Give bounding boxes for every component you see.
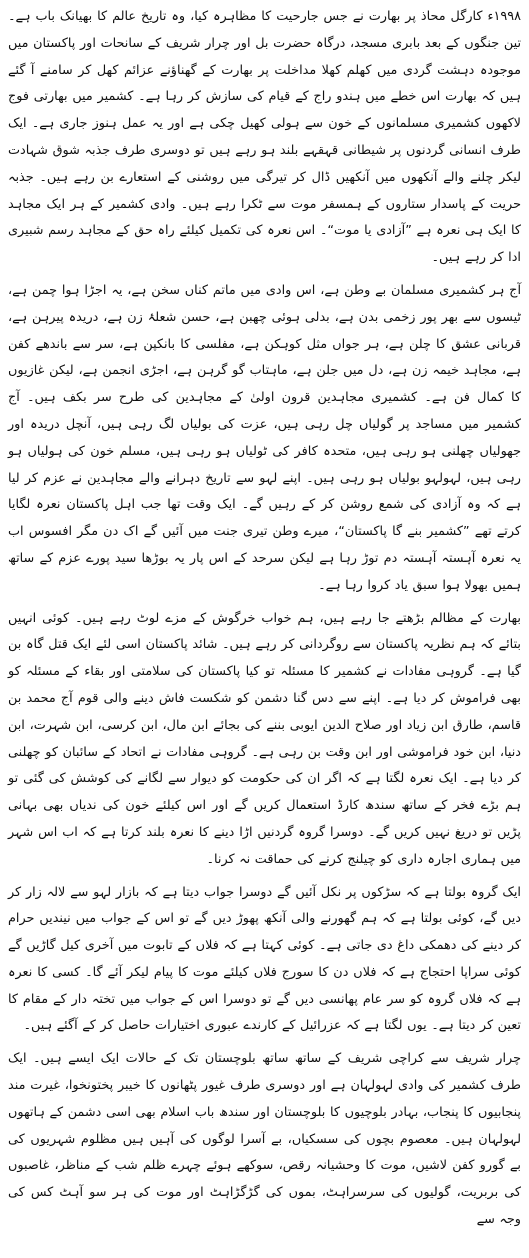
article-paragraph: ۱۹۹۸ء کارگل محاذ پر بھارت نے جس جارحیت کا مظاہرہ کیا، وہ تاریخ عالم کا بھیانک باب ہے۔ تین جنگوں کے بعد بابری مسجد، درگاہ حضرت بل اور چرار شریف کے سانحات اور پاکستان میں موجودہ دہشت گردی میں کھلم کھلا مداخلت پر بھارت کے گھناؤنے عزائم کھل کر سامنے آ گئے ہیں کہ بھارت اس خطے میں ہندو راج کے قیام کی سازش کر رہا ہے۔ کشمیر میں بھارتی فوج لاکھوں کشمیری مسلمانوں کے خون سے ہولی کھیل چکی ہے اور یہ عمل ہنوز جاری ہے۔ ایک طرف انسانی گردنوں پر شیطانی قہقہے بلند ہو رہے ہیں تو دوسری طرف جذبہ شوق شہادت لیکر چلنے والے آنکھوں میں آنکھیں ڈال کر تیرگی میں روشنی کے استعارے بن رہے ہیں۔ جذبہ حریت کے پاسدار ستاروں کے ہمسفر موت سے ٹکرا رہے ہیں۔ وادی کشمیر کے ہر ایک مجاہد کا ایک ہی نعرہ ہے ”آزادی یا موت“۔ اس نعرہ کی تکمیل کیلئے راہ حق کے مجاہد رسم شبیری ادا کر رہے ہیں۔	[8, 9, 521, 266]
article-paragraph: بھارت کے مظالم بڑھتے جا رہے ہیں، ہم خواب خرگوش کے مزے لوٹ رہے ہیں۔ کوئی انہیں بتائے کہ ہم نظریہ پاکستان سے روگردانی کر رہے ہیں۔ شائد پاکستان اسی لئے ایک قتل گاہ بن گیا ہے۔ گروہی مفادات نے کشمیر کا مسئلہ تو کیا پاکستان کی سلامتی اور بقاء کے مسئلہ کو بھی فراموش کر دیا ہے۔ اپنے سے دس گنا دشمن کو شکست فاش دینے والی قوم آج محمد بن قاسم، طارق ابن زیاد اور صلاح الدین ایوبی بننے کی بجائے ابن مال، ابن کرسی، ابن شہرت، ابن دنیا، ابن خود فراموشی اور ابن وقت بن رہی ہے۔ گروہی مفادات نے اتحاد کے سائبان کو چھلنی کر دیا ہے۔ ایک نعرہ لگتا ہے کہ اگر ان کی حکومت کو دیوار سے لگانے کی کوشش کی گئی تو ہم بڑے فخر کے ساتھ سندھ کارڈ استعمال کریں گے اور اس کیلئے خون کی ندیاں بھی بہانی پڑیں تو دریغ نہیں کریں گے۔ دوسرا گروہ گردنیں اڑا دینے کا نعرہ بلند کرتا ہے کہ اب اس شہر میں ہماری اجارہ داری کو چیلنج کرنے کی حماقت نہ کرنا۔	[8, 610, 521, 867]
article-paragraph: آج ہر کشمیری مسلمان بے وطن ہے، اس وادی میں ماتم کناں سخن ہے، یہ اجڑا ہوا چمن ہے، ٹیسوں سے بھر پور زخمی بدن ہے، بدلی ہوئی چھبن ہے، حسن شعلۂ زن ہے، دریدہ پیرہن ہے، قربانی عشق کا چلن ہے، ہر جواں مثل کوہکن ہے، مفلسی کا بانکپن ہے، سر سے باندھے کفن ہے، مجاہد خیمہ زن ہے، دل میں جلن ہے، ماہتاب گو گرہن ہے، اجڑی انجمن ہے، لیکن غازیوں کا کمال فن ہے۔ کشمیری مجاہدین قرون اولیٰ کے مجاہدین کی طرح سر بکف ہیں۔ آج کشمیر میں مساجد پر گولیاں چل رہی ہیں، عزت کی بولیاں لگ رہی ہیں، آنچل دریدہ اور جھولیاں چھلنی ہو رہی ہیں، متحدہ کافر کی ٹولیاں ہو رہی ہیں، مسلم خون کی ہولیاں ہو رہی ہیں، لہولہو بولیاں ہو رہی ہیں۔ اپنے لہو سے تاریخ دہرانے والے مجاہدین نے عزم کر لیا ہے کہ وہ آزادی کی شمع روشن کر کے رہیں گے۔ ایک وقت تھا جب اہل پاکستان نعرہ لگایا کرتے تھے ”کشمیر بنے گا پاکستان“، میرے وطن تیری جنت میں آئیں گے اک دن مگر افسوس اب یہ نعرہ آہستہ آہستہ دم توڑ رہا ہے لیکن سرحد کے اس پار یہ بوڑھا سید پورے عزم کے ساتھ ہمیں بھولا ہوا سبق یاد کروا رہا ہے۔	[8, 282, 521, 593]
article-paragraph: ایک گروہ بولتا ہے کہ سڑکوں پر نکل آئیں گے دوسرا جواب دیتا ہے کہ بازار لہو سے لالہ زار کر دیں گے، کوئی بولتا ہے کہ ہم گھورنے والی آنکھ پھوڑ دیں گے تو اس کے جواب میں نیندیں حرام کر دینے کی دھمکی داغ دی جاتی ہے۔ کوئی کہتا ہے کہ فلاں کے تابوت میں آخری کیل گاڑیں گے کوئی سراپا احتجاج ہے کہ فلاں دن کا سورج فلاں کیلئے موت کا پیام لیکر آئے گا۔ کسی کا نعرہ ہے کہ فلاں گروہ کو سر عام پھانسی دیں گے تو دوسرا اس کے جواب میں تختہ دار کے مقام کا تعین کر دیتا ہے۔ یوں لگتا ہے کہ عزرائیل کے کارندے عبوری اختیارات حاصل کر کے آگئے ہیں۔	[8, 884, 521, 1034]
article-paragraph: چرار شریف سے کراچی شریف کے ساتھ ساتھ بلوچستان تک کے حالات ایک ایسے ہیں۔ ایک طرف کشمیر کی وادی لہولہان ہے اور دوسری طرف غیور پٹھانوں کا خیبر پختونخوا، غیرت مند پنجابیوں کا پنجاب، بہادر بلوچیوں کا بلوچستان اور سندھ باب اسلام بھی اسی دشمن کے ہاتھوں لہولہان ہیں۔ معصوم بچوں کی سسکیاں، بے آسرا لوگوں کی آہیں ہیں مظلوم شہریوں کی بے گورو کفن لاشیں، موت کا وحشیانہ رقص، سوکھے ہوئے چہرے ظلم شب کے مناظر، غاصبوں کی بربریت، گولیوں کی سرسراہٹ، بموں کی گڑگڑاہٹ اور موت کی ہر سو آہٹ کس کی وجہ سے	[8, 1051, 521, 1228]
